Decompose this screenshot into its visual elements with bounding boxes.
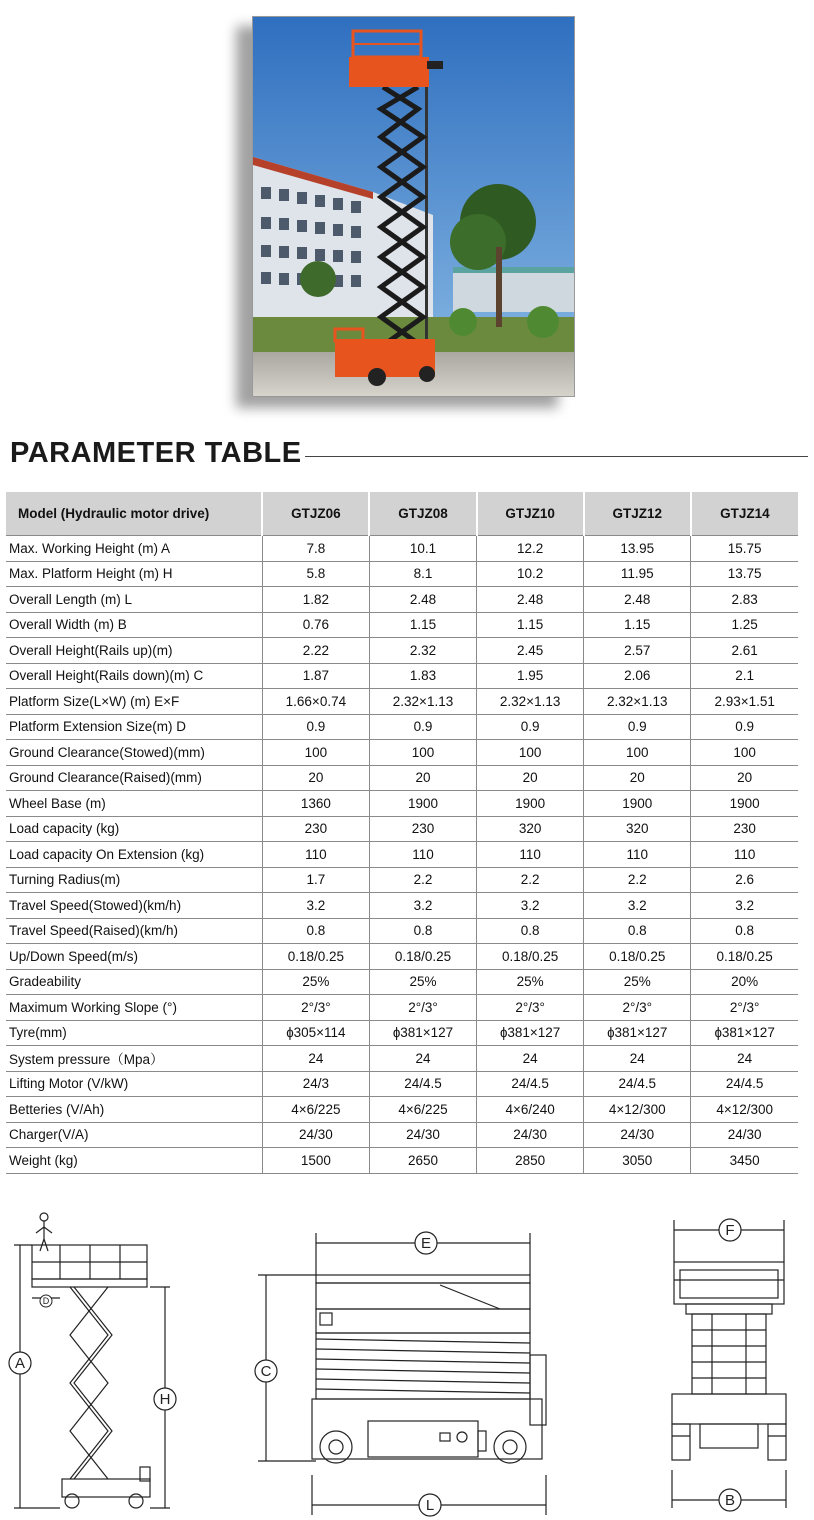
table-row xyxy=(6,918,798,944)
row-label: Maximum Working Slope (°) xyxy=(6,995,262,1021)
row-value: 110 xyxy=(584,842,691,868)
row-label: System pressure（Mpa） xyxy=(6,1046,262,1072)
row-value: 3.2 xyxy=(691,893,798,919)
row-value: 0.8 xyxy=(691,918,798,944)
row-value: 2°/3° xyxy=(584,995,691,1021)
row-value: 0.18/0.25 xyxy=(369,944,476,970)
row-label: Weight (kg) xyxy=(6,1148,262,1174)
row-label: Max. Working Height (m) A xyxy=(6,536,262,562)
row-value: 1.25 xyxy=(691,612,798,638)
row-value: 2.48 xyxy=(477,587,584,613)
row-value: 110 xyxy=(369,842,476,868)
row-value: 24/4.5 xyxy=(369,1071,476,1097)
row-value: 1900 xyxy=(477,791,584,817)
row-label: Max. Platform Height (m) H xyxy=(6,561,262,587)
row-value: 2.32×1.13 xyxy=(477,689,584,715)
row-value: 20 xyxy=(369,765,476,791)
row-value: 2°/3° xyxy=(477,995,584,1021)
row-label: Gradeability xyxy=(6,969,262,995)
row-label: Overall Height(Rails down)(m) C xyxy=(6,663,262,689)
row-label: Overall Width (m) B xyxy=(6,612,262,638)
table-row xyxy=(6,791,798,817)
row-value: 1900 xyxy=(691,791,798,817)
row-value: 20 xyxy=(477,765,584,791)
row-value: 1500 xyxy=(262,1148,369,1174)
row-value: 2.32 xyxy=(369,638,476,664)
row-value: 10.1 xyxy=(369,536,476,562)
row-value: 1.15 xyxy=(584,612,691,638)
row-value: 25% xyxy=(369,969,476,995)
row-value: 0.18/0.25 xyxy=(477,944,584,970)
dim-label-d: D xyxy=(42,1296,50,1306)
row-value: 320 xyxy=(584,816,691,842)
row-value: 0.8 xyxy=(584,918,691,944)
row-value: 20% xyxy=(691,969,798,995)
row-value: 2.48 xyxy=(584,587,691,613)
row-value: 100 xyxy=(477,740,584,766)
row-value: 15.75 xyxy=(691,536,798,562)
table-row xyxy=(6,1148,798,1174)
title-rule xyxy=(305,456,808,457)
row-label: Ground Clearance(Stowed)(mm) xyxy=(6,740,262,766)
row-value: 0.9 xyxy=(262,714,369,740)
row-value: 2.1 xyxy=(691,663,798,689)
table-row xyxy=(6,816,798,842)
table-row xyxy=(6,536,798,562)
row-value: 2.57 xyxy=(584,638,691,664)
row-value: 110 xyxy=(477,842,584,868)
table-row xyxy=(6,1097,798,1123)
row-value: 0.8 xyxy=(369,918,476,944)
row-value: 0.18/0.25 xyxy=(584,944,691,970)
row-value: 24/3 xyxy=(262,1071,369,1097)
row-value: 1900 xyxy=(369,791,476,817)
row-value: 1.15 xyxy=(369,612,476,638)
row-value: 3050 xyxy=(584,1148,691,1174)
row-value: 2850 xyxy=(477,1148,584,1174)
dim-label-a: A xyxy=(14,1355,26,1372)
row-value: 2.45 xyxy=(477,638,584,664)
row-value: 5.8 xyxy=(262,561,369,587)
row-value: 13.95 xyxy=(584,536,691,562)
row-value: 1.7 xyxy=(262,867,369,893)
row-value: 10.2 xyxy=(477,561,584,587)
row-value: 2.32×1.13 xyxy=(584,689,691,715)
table-row xyxy=(6,842,798,868)
row-value: 20 xyxy=(691,765,798,791)
row-label: Tyre(mm) xyxy=(6,1020,262,1046)
row-value: 2.61 xyxy=(691,638,798,664)
row-value: 4×6/225 xyxy=(369,1097,476,1123)
row-value: 2.2 xyxy=(369,867,476,893)
table-row xyxy=(6,561,798,587)
row-label: Travel Speed(Stowed)(km/h) xyxy=(6,893,262,919)
section-title: PARAMETER TABLE xyxy=(10,437,302,469)
row-label: Overall Height(Rails up)(m) xyxy=(6,638,262,664)
parameter-table xyxy=(6,492,798,1174)
table-body xyxy=(6,536,798,1174)
row-value: ɸ381×127 xyxy=(691,1020,798,1046)
row-value: 1.66×0.74 xyxy=(262,689,369,715)
row-value: 0.9 xyxy=(691,714,798,740)
row-value: 0.76 xyxy=(262,612,369,638)
table-row xyxy=(6,893,798,919)
row-value: 24 xyxy=(477,1046,584,1072)
front-elevation-drawing xyxy=(250,1225,560,1520)
row-value: 2.32×1.13 xyxy=(369,689,476,715)
row-value: 0.8 xyxy=(262,918,369,944)
product-photo xyxy=(252,16,575,397)
side-elevation-drawing xyxy=(0,1205,190,1515)
row-value: 1.82 xyxy=(262,587,369,613)
row-value: 230 xyxy=(369,816,476,842)
row-value: 3.2 xyxy=(477,893,584,919)
row-value: 1900 xyxy=(584,791,691,817)
row-value: 1.83 xyxy=(369,663,476,689)
row-value: 3.2 xyxy=(584,893,691,919)
row-value: 4×12/300 xyxy=(691,1097,798,1123)
dim-label-f: F xyxy=(725,1222,735,1239)
row-value: 0.8 xyxy=(477,918,584,944)
row-value: 24/30 xyxy=(477,1122,584,1148)
header-model: GTJZ08 xyxy=(369,492,476,536)
row-value: 24/4.5 xyxy=(691,1071,798,1097)
row-value: 24 xyxy=(369,1046,476,1072)
table-row xyxy=(6,638,798,664)
row-value: 0.9 xyxy=(584,714,691,740)
row-value: 20 xyxy=(262,765,369,791)
dim-label-b: B xyxy=(724,1492,736,1509)
row-label: Charger(V/A) xyxy=(6,1122,262,1148)
row-value: 230 xyxy=(691,816,798,842)
row-value: 110 xyxy=(262,842,369,868)
row-value: 24 xyxy=(691,1046,798,1072)
table-row xyxy=(6,1122,798,1148)
row-value: 2.2 xyxy=(477,867,584,893)
row-value: 11.95 xyxy=(584,561,691,587)
row-value: 320 xyxy=(477,816,584,842)
row-value: 24/30 xyxy=(691,1122,798,1148)
table-row xyxy=(6,1020,798,1046)
row-value: 230 xyxy=(262,816,369,842)
row-value: 0.18/0.25 xyxy=(262,944,369,970)
table-row xyxy=(6,867,798,893)
row-label: Betteries (V/Ah) xyxy=(6,1097,262,1123)
row-value: 24/30 xyxy=(584,1122,691,1148)
table-row xyxy=(6,689,798,715)
row-value: 4×6/225 xyxy=(262,1097,369,1123)
row-value: 24/4.5 xyxy=(584,1071,691,1097)
row-value: 1360 xyxy=(262,791,369,817)
row-label: Load capacity On Extension (kg) xyxy=(6,842,262,868)
table-row xyxy=(6,1071,798,1097)
row-value: 2.22 xyxy=(262,638,369,664)
header-model: GTJZ14 xyxy=(691,492,798,536)
row-label: Lifting Motor (V/kW) xyxy=(6,1071,262,1097)
row-value: 0.9 xyxy=(369,714,476,740)
row-label: Platform Extension Size(m) D xyxy=(6,714,262,740)
table-row xyxy=(6,1046,798,1072)
row-label: Travel Speed(Raised)(km/h) xyxy=(6,918,262,944)
row-label: Up/Down Speed(m/s) xyxy=(6,944,262,970)
row-value: 2.2 xyxy=(584,867,691,893)
table-row xyxy=(6,969,798,995)
row-value: 2.6 xyxy=(691,867,798,893)
row-value: 12.2 xyxy=(477,536,584,562)
dim-label-e: E xyxy=(420,1235,432,1252)
row-value: 110 xyxy=(691,842,798,868)
table-row xyxy=(6,944,798,970)
row-value: 100 xyxy=(262,740,369,766)
row-value: ɸ305×114 xyxy=(262,1020,369,1046)
row-value: 24 xyxy=(584,1046,691,1072)
row-value: 1.95 xyxy=(477,663,584,689)
row-value: 100 xyxy=(691,740,798,766)
row-value: 4×6/240 xyxy=(477,1097,584,1123)
table-row xyxy=(6,995,798,1021)
row-value: 2°/3° xyxy=(262,995,369,1021)
row-label: Overall Length (m) L xyxy=(6,587,262,613)
header-model: GTJZ10 xyxy=(477,492,584,536)
row-value: 24/30 xyxy=(262,1122,369,1148)
header-model: GTJZ12 xyxy=(584,492,691,536)
row-value: 8.1 xyxy=(369,561,476,587)
row-value: 100 xyxy=(584,740,691,766)
row-label: Wheel Base (m) xyxy=(6,791,262,817)
row-value: ɸ381×127 xyxy=(369,1020,476,1046)
table-row xyxy=(6,663,798,689)
row-value: 25% xyxy=(477,969,584,995)
row-value: 13.75 xyxy=(691,561,798,587)
row-value: 2°/3° xyxy=(369,995,476,1021)
row-value: 25% xyxy=(584,969,691,995)
table-row xyxy=(6,587,798,613)
row-value: 3450 xyxy=(691,1148,798,1174)
row-label: Platform Size(L×W) (m) E×F xyxy=(6,689,262,715)
row-label: Ground Clearance(Raised)(mm) xyxy=(6,765,262,791)
row-value: 4×12/300 xyxy=(584,1097,691,1123)
row-value: 24/30 xyxy=(369,1122,476,1148)
row-value: 0.18/0.25 xyxy=(691,944,798,970)
table-row xyxy=(6,714,798,740)
row-value: 2.83 xyxy=(691,587,798,613)
row-value: ɸ381×127 xyxy=(477,1020,584,1046)
row-value: 2650 xyxy=(369,1148,476,1174)
table-row xyxy=(6,765,798,791)
table-row xyxy=(6,740,798,766)
row-value: 2.48 xyxy=(369,587,476,613)
dim-label-h: H xyxy=(159,1391,171,1408)
header-model: GTJZ06 xyxy=(262,492,369,536)
header-model-label: Model (Hydraulic motor drive) xyxy=(6,492,262,536)
row-value: 24 xyxy=(262,1046,369,1072)
row-value: 100 xyxy=(369,740,476,766)
row-value: 20 xyxy=(584,765,691,791)
row-value: 3.2 xyxy=(262,893,369,919)
row-label: Turning Radius(m) xyxy=(6,867,262,893)
row-value: 2.06 xyxy=(584,663,691,689)
row-value: 3.2 xyxy=(369,893,476,919)
row-value: 25% xyxy=(262,969,369,995)
row-value: 1.87 xyxy=(262,663,369,689)
row-value: 24/4.5 xyxy=(477,1071,584,1097)
row-value: 7.8 xyxy=(262,536,369,562)
table-row xyxy=(6,612,798,638)
dim-label-c: C xyxy=(260,1363,272,1380)
row-value: 0.9 xyxy=(477,714,584,740)
row-value: 2.93×1.51 xyxy=(691,689,798,715)
dim-label-l: L xyxy=(425,1497,435,1514)
end-elevation-drawing xyxy=(660,1210,800,1515)
table-header-row xyxy=(6,492,798,536)
row-value: ɸ381×127 xyxy=(584,1020,691,1046)
row-label: Load capacity (kg) xyxy=(6,816,262,842)
row-value: 2°/3° xyxy=(691,995,798,1021)
row-value: 1.15 xyxy=(477,612,584,638)
